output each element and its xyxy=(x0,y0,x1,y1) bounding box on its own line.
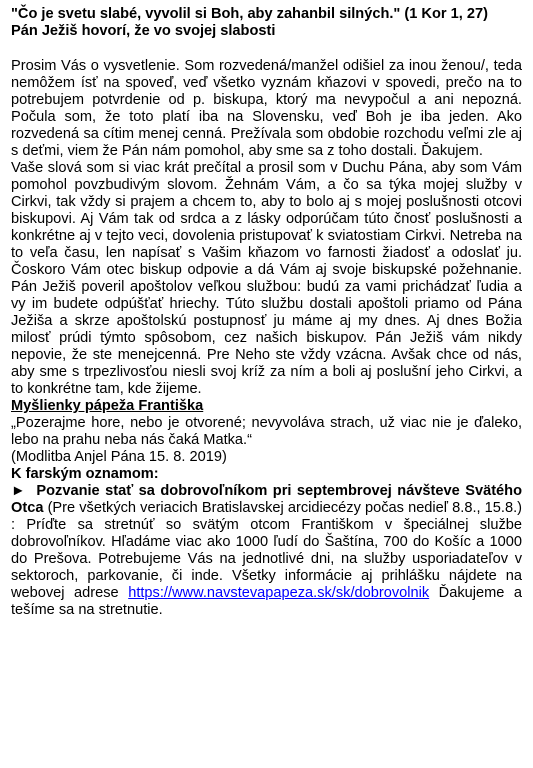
announcement-item-title: Pozvanie stať sa dobrovoľníkom pri septembrovej návšteve Svätého Otca xyxy=(11,483,522,516)
announcement-item-spacer xyxy=(25,483,36,499)
volunteer-link[interactable]: https://www.navstevapapeza.sk/sk/dobrovolnik xyxy=(128,585,430,601)
page-subtitle: Pán Ježiš hovorí, že vo svojej slabosti xyxy=(11,23,276,39)
announcement-item xyxy=(11,483,522,619)
letter-question: Prosim Vás o vysvetlenie. Som rozvedená/manžel odišiel za inou ženou/, teda nemôžem ísť na spoveď, veď všetko vyznám kňazovi v spovedi, prečo na to potrebujem potvrdenie od p. biskupa, ktorý ma nevypočul a ani nepozná. Počula som, že toto platí iba na Slovensku, veď Boh je iba jeden. Ako rozvedená sa cítim menej cenná. Prežívala som obdobie rozchodu veľmi zle aj s deťmi, viem že Pán nám pomohol, aby sme sa z toho dostali. Ďakujem. xyxy=(11,58,522,159)
pope-quote-source: (Modlitba Anjel Pána 15. 8. 2019) xyxy=(11,449,227,465)
bullet-icon: ► xyxy=(11,483,26,499)
pope-quote: „Pozerajme hore, nebo je otvorené; nevyvoláva strach, už viac nie je ďaleko, lebo na prahu neba nás čaká Matka.“ xyxy=(11,415,522,448)
pope-thoughts-title: Myšlienky pápeža Františka xyxy=(11,398,204,414)
announcement-item-body: (Pre všetkých veriacich Bratislavskej arcidiecézy počas nedieľ 8.8., 15.8.) : Príďte sa stretnúť so svätým otcom Františkom v špeciálnej službe dobrovoľníkov. Hľadáme viac ako 1000 ľudí do Šaštína, 700 do Košíc a 1000 do Prešova. Potrebujeme Vás na jednotlivé dni, na služby usporiadateľov v sektoroch, parkovanie, či inde. Všetky informácie aj prihlášku nájdete na webovej adrese xyxy=(11,500,522,601)
page-title-quote: "Čo je svetu slabé, vyvolil si Boh, aby zahanbil silných." (1 Kor 1, 27) xyxy=(11,6,488,22)
announcement-item-end: Ďakujeme a tešíme sa na stretnutie. xyxy=(11,585,522,618)
letter-answer: Vaše slová som si viac krát prečítal a prosil som v Duchu Pána, aby som Vám pomohol povzbudivým slovom. Žehnám Vám, a čo sa týka mojej služby v Cirkvi, tak vždy si prajem a chcem to, aby to bolo aj s mojej poslušnosti otcovi biskupovi. Aj Vám tak od srdca a z lásky odporúčam túto čnosť poslušnosti a konkrétne aj v tejto veci, dovolenia pristupovať k sviatostiam Cirkvi. Netreba na to veľa času, len napísať s Vašim kňazom vo farnosti žiadosť a odoslať ju. Čoskoro Vám otec biskup odpovie a dá Vám aj svoje biskupské požehnanie. Pán Ježiš poveril apoštolov veľkou službou: budú za vami prichádzať ľudia a vy im budete odpúšťať hriechy. Túto službu dostali apoštoli priamo od Pána Ježiša a skrze apoštolskú postupnosť ju máme aj my dnes. Aj dnes Božia milosť prúdi týmto spôsobom, cez našich biskupov. Pán Ježiš vám nikdy nepovie, že ste menejcenná. Pre Neho ste vždy vzácna. Avšak chce od nás, aby sme s trpezlivosťou niesli svoj kríž za ním a boli aj poslušní jeho Cirkvi, a to konkrétne tam, kde žijeme. xyxy=(11,160,522,397)
announcements-title: K farským oznamom: xyxy=(11,466,159,482)
